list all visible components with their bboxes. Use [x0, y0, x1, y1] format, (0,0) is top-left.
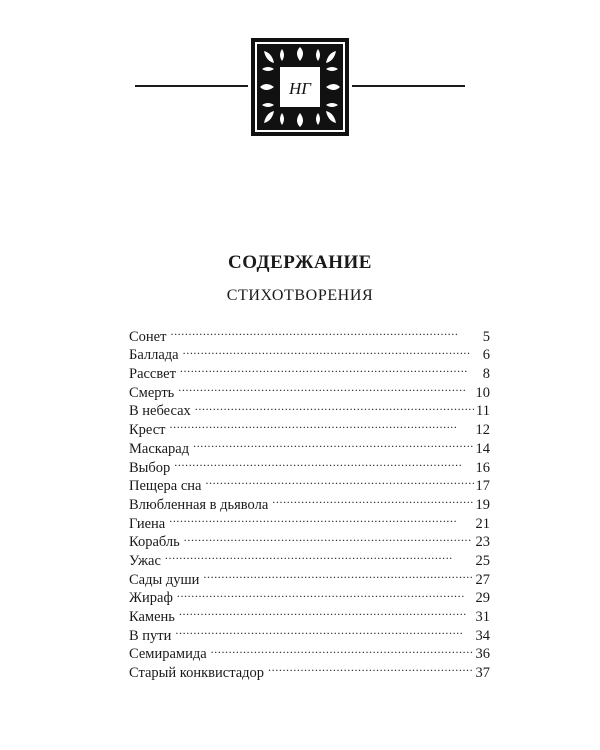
dot-leader — [195, 397, 474, 416]
toc-entry[interactable] — [129, 584, 490, 607]
toc-title: Старый конквистадор — [129, 665, 265, 682]
toc-page: 10 — [475, 384, 490, 401]
toc-entry[interactable] — [129, 434, 490, 457]
toc-title: Пещера сна — [129, 478, 202, 495]
toc-title: Выбор — [129, 459, 171, 476]
dot-leader — [272, 490, 473, 509]
dot-leader — [203, 565, 473, 584]
dot-leader — [170, 415, 474, 434]
dot-leader — [193, 434, 473, 453]
dot-leader — [175, 621, 473, 640]
toc-entry[interactable] — [129, 453, 490, 476]
dot-leader — [178, 378, 473, 397]
toc-page: 5 — [482, 328, 490, 345]
toc-entry[interactable] — [129, 509, 490, 532]
toc-title: Смерть — [129, 384, 175, 401]
right-rule — [352, 85, 465, 87]
dot-leader — [177, 584, 474, 603]
toc-entry[interactable] — [129, 472, 490, 495]
toc-title: Корабль — [129, 534, 180, 551]
dot-leader — [184, 528, 474, 547]
toc-entry[interactable] — [129, 322, 490, 345]
toc-entry[interactable] — [129, 528, 490, 551]
dot-leader — [183, 341, 474, 360]
dot-leader — [174, 453, 473, 472]
toc-entry[interactable] — [129, 359, 490, 383]
toc-page: 37 — [475, 665, 490, 682]
toc-entry[interactable] — [129, 602, 490, 625]
table-of-contents — [129, 322, 490, 682]
toc-title: Маскарад — [129, 440, 190, 457]
ornamental-frame-icon — [250, 37, 350, 137]
toc-page: 29 — [475, 590, 490, 607]
toc-page: 14 — [475, 440, 490, 457]
toc-page: 36 — [475, 646, 490, 663]
section-title: СТИХОТВОРЕНИЯ — [226, 287, 374, 304]
toc-entry[interactable] — [129, 640, 490, 663]
toc-title: Ужас — [129, 552, 161, 569]
toc-page: 31 — [475, 609, 490, 625]
dot-leader — [165, 546, 474, 565]
toc-page: 23 — [475, 534, 490, 551]
dot-leader — [170, 322, 474, 341]
toc-entry[interactable] — [129, 546, 490, 569]
dot-leader — [179, 602, 474, 621]
toc-entry[interactable] — [129, 378, 490, 401]
dot-leader — [205, 472, 473, 491]
toc-page: 21 — [475, 515, 490, 532]
dot-leader — [169, 509, 473, 528]
toc-page: 6 — [482, 347, 490, 364]
toc-title: Крест — [129, 422, 166, 439]
toc-entry[interactable] — [129, 341, 490, 364]
toc-entry[interactable] — [129, 397, 490, 420]
monogram-text: НГ — [289, 79, 311, 98]
toc-entry[interactable] — [129, 565, 490, 588]
toc-title: Влюбленная в дьявола — [129, 496, 269, 513]
toc-page: 16 — [475, 459, 490, 476]
toc-page: 12 — [475, 422, 490, 439]
dot-leader — [211, 640, 474, 659]
toc-title: Камень — [129, 609, 175, 625]
toc-page: 34 — [475, 627, 490, 644]
toc-page: 17 — [475, 478, 490, 495]
toc-title: Гиена — [129, 515, 166, 532]
dot-leader — [180, 359, 474, 378]
toc-title: Баллада — [129, 347, 179, 364]
toc-page: 11 — [476, 403, 490, 420]
toc-title: В небесах — [129, 403, 191, 420]
toc-title: Сонет — [129, 328, 167, 345]
toc-entry[interactable] — [129, 621, 490, 644]
page-title: СОДЕРЖАНИЕ — [228, 252, 372, 273]
toc-page: 27 — [475, 571, 490, 588]
dot-leader — [268, 658, 473, 677]
toc-title: Семирамида — [129, 646, 207, 663]
toc-title: Рассвет — [129, 366, 176, 383]
toc-page: 8 — [482, 366, 490, 383]
toc-page: 25 — [475, 552, 490, 569]
left-rule — [135, 85, 248, 87]
toc-title: В пути — [129, 627, 172, 644]
toc-entry[interactable] — [129, 415, 490, 439]
toc-title: Жираф — [129, 590, 173, 607]
toc-page: 19 — [475, 496, 490, 513]
toc-title: Сады души — [129, 571, 200, 588]
